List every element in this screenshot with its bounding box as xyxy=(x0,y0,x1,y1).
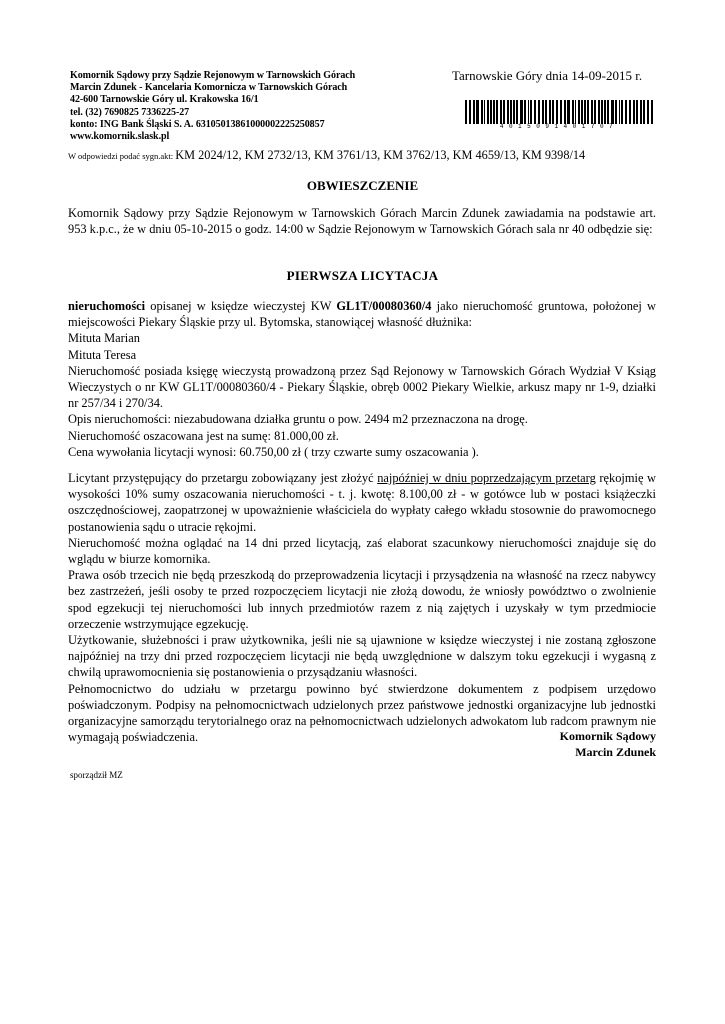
barcode-bar xyxy=(538,100,540,124)
bailiff-office-header xyxy=(70,70,430,143)
barcode-bar xyxy=(575,100,576,124)
land-register-info: Nieruchomość posiada księgę wieczystą prowadzoną przez Sąd Rejonowy w Tarnowskich Górach Wydział V Ksiąg Wieczystych o nr KW GL1T/00080360/4 - Piekary Śląskie, obręb 0002 Piekary Wielkie, arkusz mapy nr 1-9, działki nr 257/34 i 270/34. xyxy=(68,363,656,411)
barcode-bar xyxy=(524,100,526,124)
office-line-phone: tel. (32) 7690825 7336225-27 xyxy=(70,106,190,118)
barcode-bar xyxy=(611,100,614,124)
case-reference-line xyxy=(68,146,585,164)
barcode-bar xyxy=(604,100,606,124)
barcode-bar xyxy=(507,100,509,124)
property-details xyxy=(68,298,656,460)
barcode-bar xyxy=(584,100,586,124)
usufruct-paragraph: Użytkowanie, służebności i praw użytkownika, jeśli nie są ujawnione w księdze wieczystej i nie zostaną zgłoszone najpóźniej na trzy dni przed rozpoczęciem licytacji nie będą uwzględnione w dalszym toku egzekucji i wygasną z chwilą uprawomocnienia się postanowienia o przysądzaniu własności. xyxy=(68,633,656,680)
case-reference-label: W odpowiedzi podać sygn.akt: xyxy=(68,151,176,161)
barcode-bar xyxy=(469,100,471,124)
case-reference-numbers: KM 2024/12, KM 2732/13, KM 3761/13, KM 3762/13, KM 4659/13, KM 9398/14 xyxy=(175,148,586,162)
barcode-digits: 4015091401707 xyxy=(499,123,619,130)
auction-title: PIERWSZA LICYTACJA xyxy=(286,268,439,283)
barcode-bar xyxy=(528,100,529,124)
third-party-paragraph: Prawa osób trzecich nie będą przeszkodą do przeprowadzenia licytacji i przysądzenia na własność na rzecz nabywcy bez zastrzeżeń, jeśli osoby te przed rozpoczęciem licytacji nie złożą dowodu, że wniosły powództwo o zwolnienie spod egzekucji tej nieruchomości lub innych przedmiotów razem z nią zajętych i uzyskały w tym przedmiocie orzeczenie wstrzymujące egzekucję. xyxy=(68,568,656,631)
signoff-name: Marcin Zdunek xyxy=(575,745,656,759)
barcode-bar xyxy=(615,100,617,124)
office-line-address: 42-600 Tarnowskie Góry ul. Krakowska 16/1 xyxy=(70,94,259,106)
barcode-bar xyxy=(640,100,642,124)
property-lead-text1: opisanej w księdze wieczystej KW xyxy=(145,299,337,313)
property-lead-bold: nieruchomości xyxy=(68,299,146,313)
viewing-paragraph: Nieruchomość można oglądać na 14 dni przed licytacją, zaś elaborat szacunkowy nieruchomości znajduje się do wglądu w biurze komornika. xyxy=(68,535,656,567)
barcode-bar xyxy=(520,100,523,124)
office-line-website: www.komornik.slask.pl xyxy=(70,131,170,143)
barcode-bar xyxy=(493,100,495,124)
barcode-bar xyxy=(465,100,467,124)
barcode-bar xyxy=(572,100,574,124)
barcode-bar xyxy=(552,100,554,124)
barcode-bar xyxy=(578,100,580,124)
deposit-paragraph xyxy=(68,470,656,535)
barcode-bar xyxy=(487,100,489,124)
barcode-bar xyxy=(621,100,623,124)
signoff xyxy=(560,728,656,760)
barcode-bar xyxy=(473,100,475,124)
signoff-role: Komornik Sądowy xyxy=(559,729,656,743)
barcode-bar xyxy=(619,100,620,124)
barcode-bar xyxy=(564,100,566,124)
barcode-bar xyxy=(633,100,635,124)
power-of-attorney-paragraph: Pełnomocnictwo do udziału w przetargu powinno być stwierdzone dokumentem z podpisem urzędowo poświadczonym. Podpisy na pełnomocnictwach udzielonych przez państwowe jednostki organizacyjne lub jednostki organizacyjne samorządu terytorialnego oraz na pełnomocnictwach udzielonych adwokatom lub radcom prawnym nie wymagają poświadczenia. xyxy=(68,681,656,745)
barcode-bar xyxy=(591,100,593,124)
barcode-bar xyxy=(545,100,547,124)
owner-1: Mituta Marian xyxy=(68,331,140,346)
barcode-bar xyxy=(625,100,627,124)
barcode-bar xyxy=(484,100,485,124)
property-lead-text2: jako nieruchomość gruntowa, położonej w miejscowości Piekary Śląskie przy ul. Bytomska, stanowiącej własność dłużnika: xyxy=(68,299,656,330)
barcode-bar xyxy=(636,100,638,124)
barcode-bar xyxy=(530,100,532,124)
property-description: Opis nieruchomości: niezabudowana działka gruntu o pow. 2494 m2 przeznaczona na drogę. xyxy=(68,412,528,427)
barcode-bar xyxy=(587,100,589,124)
owner-2: Mituta Teresa xyxy=(68,347,137,362)
office-line-court: Komornik Sądowy przy Sądzie Rejonowym w Tarnowskich Górach xyxy=(70,70,356,81)
notice-title: OBWIESZCZENIE xyxy=(306,178,419,193)
deposit-text-a: Licytant przystępujący do przetargu zobowiązany jest złożyć xyxy=(68,471,378,485)
barcode-bar xyxy=(542,100,544,124)
barcode-bar xyxy=(556,100,558,124)
land-register-number: GL1T/00080360/4 xyxy=(336,299,432,313)
barcode-bar xyxy=(496,100,498,124)
barcode-bar xyxy=(476,100,479,124)
property-lead xyxy=(68,298,656,330)
deposit-text-b: rękojmię w wysokości 10% sumy oszacowania nieruchomości - t. j. kwotę: 8.100,00 zł - w gotówce lub w postaci książeczki oszczędnościowej, zaopatrzonej w upoważnienie właściciela do wypłaty całego wkładu stosownie do prawomocnego postanowienia sądu o utracie rękojmi. xyxy=(68,471,657,534)
office-line-account: konto: ING Bank Śląski S. A. 63105013861000002225250857 xyxy=(70,118,325,130)
barcode-bar xyxy=(643,100,645,124)
barcode-bar xyxy=(510,100,512,124)
barcode-bar xyxy=(651,100,653,124)
auction-conditions xyxy=(68,470,656,745)
barcode-bar xyxy=(629,100,631,124)
property-valuation: Nieruchomość oszacowana jest na sumę: 81.000,00 zł. xyxy=(68,428,339,443)
barcode-bar xyxy=(601,100,603,124)
barcode-bar xyxy=(647,100,649,124)
deposit-deadline: najpóźniej w dniu poprzedzającym przetarg xyxy=(377,471,596,485)
office-line-name: Marcin Zdunek - Kancelaria Komornicza w Tarnowskich Górach xyxy=(70,82,348,94)
barcode-bar xyxy=(516,100,518,124)
barcode-bar xyxy=(607,100,609,124)
barcode-bars xyxy=(463,100,655,124)
barcode-bar xyxy=(560,100,562,124)
barcode-bar xyxy=(581,100,583,124)
starting-price: Cena wywołania licytacji wynosi: 60.750,00 zł ( trzy czwarte sumy oszacowania ). xyxy=(68,444,479,459)
barcode-bar xyxy=(534,100,536,124)
barcode-bar xyxy=(549,100,551,124)
barcode-bar xyxy=(490,100,492,124)
barcode xyxy=(463,100,655,130)
barcode-bar xyxy=(567,100,570,124)
place-and-date: Tarnowskie Góry dnia 14-09-2015 r. xyxy=(452,68,643,83)
barcode-bar xyxy=(503,100,505,124)
barcode-bar xyxy=(481,100,483,124)
barcode-bar xyxy=(513,100,515,124)
barcode-bar xyxy=(598,100,600,124)
barcode-bar xyxy=(500,100,502,124)
prepared-by: sporządził MZ xyxy=(70,770,123,780)
intro-paragraph: Komornik Sądowy przy Sądzie Rejonowym w Tarnowskich Górach Marcin Zdunek zawiadamia na podstawie art. 953 k.p.c., że w dniu 05-10-2015 o godz. 14:00 w Sądzie Rejonowym w Tarnowskich Górach sala nr 40 odbędzie się: xyxy=(68,206,656,237)
barcode-bar xyxy=(594,100,596,124)
